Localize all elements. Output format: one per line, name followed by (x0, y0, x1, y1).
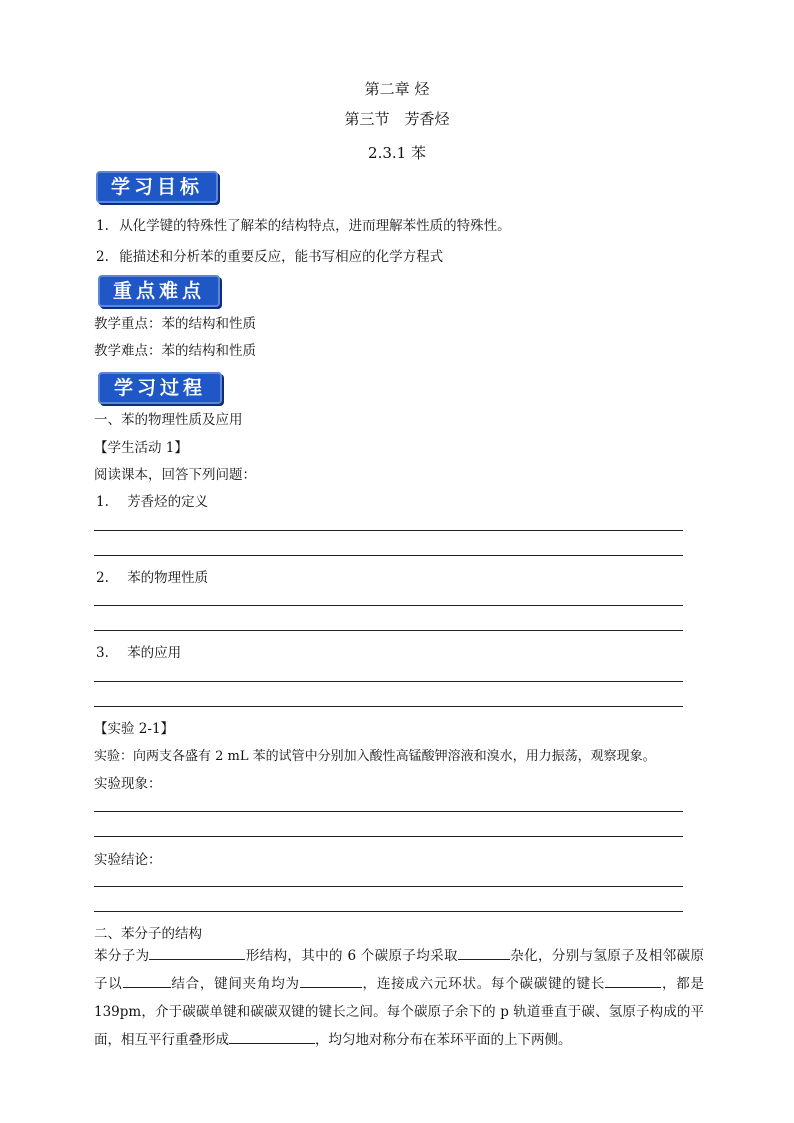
process-banner: 学习过程 (98, 372, 222, 404)
question-text: 芳香烃的定义 (127, 494, 209, 510)
question-text: 苯的物理性质 (127, 570, 209, 586)
section-title: 第三节 芳香烃 (344, 110, 450, 128)
question-number: 1. (96, 494, 109, 510)
paragraph-text: ，均匀地对称分布在苯环平面的上下两侧。 (315, 1032, 572, 1048)
experiment-title: 【实验 2-1】 (94, 721, 175, 737)
question-text: 苯的应用 (127, 645, 182, 661)
objectives-banner: 学习目标 (96, 171, 218, 203)
fill-blank[interactable] (605, 973, 661, 988)
answer-line[interactable] (94, 886, 683, 887)
answer-line[interactable] (94, 555, 683, 556)
fill-blank[interactable] (229, 1029, 315, 1044)
paragraph-text: 苯分子为 (94, 948, 150, 964)
answer-line[interactable] (94, 836, 683, 837)
experiment-description: 实验：向两支各盛有 2 mL 苯的试管中分别加入酸性高锰酸钾溶液和溴水，用力振荡，观察现象。 (94, 749, 656, 764)
conclusion-label: 实验结论： (94, 852, 162, 868)
chapter-title: 第二章 烃 (364, 80, 430, 98)
objective-item (96, 245, 443, 265)
question-item (96, 490, 208, 510)
fill-blank[interactable] (458, 945, 510, 960)
fill-blank[interactable] (300, 973, 362, 988)
structure-paragraph (94, 942, 704, 1054)
question-item (96, 641, 181, 661)
question-number: 3. (96, 645, 109, 661)
fill-blank[interactable] (149, 945, 245, 960)
objective-item (96, 214, 511, 234)
answer-line[interactable] (94, 530, 683, 531)
answer-line[interactable] (94, 630, 683, 631)
lesson-title: 2.3.1 苯 (368, 144, 426, 162)
fill-blank[interactable] (123, 973, 171, 988)
objective-text: 从化学键的特殊性了解苯的结构特点，进而理解苯性质的特殊性。 (119, 218, 511, 234)
answer-line[interactable] (94, 706, 683, 707)
teaching-focus: 教学重点：苯的结构和性质 (94, 316, 256, 332)
paragraph-text: ，连接成六元环状。每个碳碳键的键长 (361, 976, 606, 992)
paragraph-text: ，都是 139pm，介于碳碳单键和碳碳双键的键长之间。每个碳原子余下的 p 轨道垂直于碳、氢原子构成的平面，相互平行重叠形成 (94, 976, 705, 1048)
key-points-banner: 重点难点 (98, 275, 220, 307)
objective-number: 2. (96, 249, 109, 265)
answer-line[interactable] (94, 911, 683, 912)
question-item (96, 566, 208, 586)
answer-line[interactable] (94, 605, 683, 606)
paragraph-text: 形结构，其中的 6 个碳原子均采取 (245, 948, 458, 964)
teaching-difficulty: 教学难点：苯的结构和性质 (94, 343, 256, 359)
answer-line[interactable] (94, 811, 683, 812)
part1-heading: 一、苯的物理性质及应用 (94, 412, 243, 428)
activity-instruction: 阅读课本，回答下列问题： (94, 467, 256, 483)
question-number: 2. (96, 570, 109, 586)
answer-line[interactable] (94, 681, 683, 682)
phenomenon-label: 实验现象： (94, 776, 162, 792)
activity-title: 【学生活动 1】 (94, 440, 188, 456)
paragraph-text: 杂化，分别与氢原子及相邻碳原子以 (94, 948, 705, 992)
part2-heading: 二、苯分子的结构 (94, 926, 202, 942)
objective-number: 1. (96, 218, 109, 234)
objective-text: 能描述和分析苯的重要反应，能书写相应的化学方程式 (119, 249, 444, 265)
paragraph-text: 结合，键间夹角均为 (170, 976, 300, 992)
